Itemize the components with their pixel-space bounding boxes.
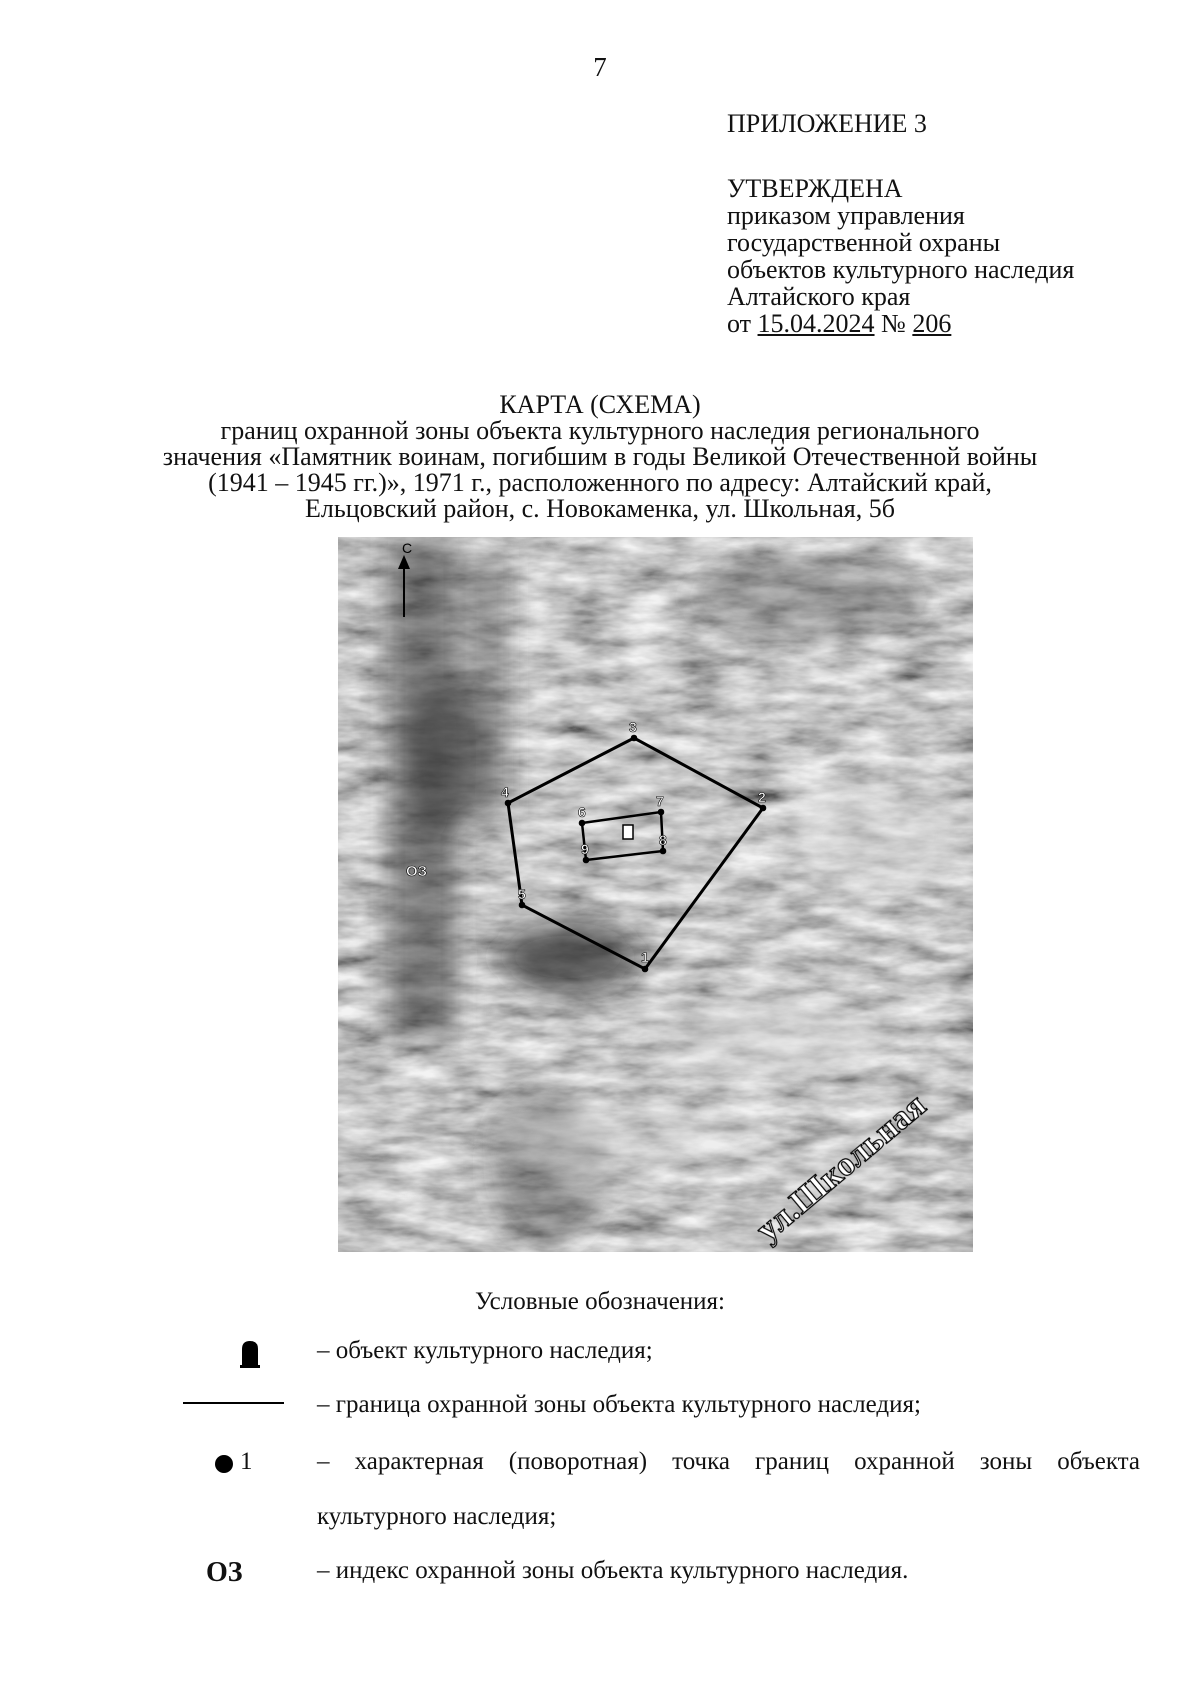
approval-block bbox=[727, 110, 1074, 337]
point-marker-label: 1 bbox=[240, 1448, 253, 1475]
legend-text: – объект культурного наследия; bbox=[317, 1337, 653, 1364]
title-heading: КАРТА (СХЕМА) bbox=[499, 390, 701, 419]
object-point-label: 9 bbox=[581, 841, 589, 857]
page-number: 7 bbox=[593, 52, 607, 82]
title-line: значения «Памятник воинам, погибшим в годы Великой Отечественной войны bbox=[162, 442, 1038, 471]
zone-point-marker bbox=[505, 800, 511, 806]
object-point-label: 7 bbox=[656, 793, 664, 809]
appendix-label: ПРИЛОЖЕНИЕ 3 bbox=[727, 109, 927, 138]
document-title bbox=[150, 392, 1050, 522]
zone-point-label: 1 bbox=[641, 949, 649, 965]
street-label: ул.Школьная bbox=[749, 1086, 934, 1250]
object-point-label: 6 bbox=[578, 804, 586, 820]
title-line: (1941 – 1945 гг.)», 1971 г., расположенного по адресу: Алтайский край, bbox=[208, 468, 992, 497]
zone-point-marker bbox=[631, 735, 637, 741]
approval-number: 206 bbox=[912, 309, 952, 338]
approval-date: 15.04.2024 bbox=[757, 309, 875, 338]
object-point-marker bbox=[579, 820, 585, 826]
approval-line: Алтайского края bbox=[727, 282, 911, 311]
object-point-marker bbox=[660, 848, 666, 854]
title-line: границ охранной зоны объекта культурного наследия регионального bbox=[220, 416, 980, 445]
approval-line: приказом управления bbox=[727, 201, 965, 230]
zone-point-label: 2 bbox=[758, 789, 766, 805]
zone-point-marker bbox=[760, 805, 766, 811]
monument-icon bbox=[180, 1337, 320, 1376]
boundary-line-icon bbox=[180, 1391, 320, 1428]
zone-point-label: 4 bbox=[501, 784, 509, 800]
legend-text-continuation: культурного наследия; bbox=[317, 1503, 557, 1530]
approval-line: объектов культурного наследия bbox=[727, 255, 1075, 284]
zone-index-icon: ОЗ bbox=[206, 1557, 243, 1588]
title-line: Ельцовский район, с. Новокаменка, ул. Школьная, 5б bbox=[304, 494, 895, 523]
map-svg bbox=[338, 537, 973, 1252]
legend-heading: Условные обозначения: bbox=[474, 1288, 726, 1315]
zone-point-marker bbox=[642, 966, 648, 972]
monument-map-icon bbox=[623, 825, 633, 839]
zone-point-label: 3 bbox=[629, 719, 637, 735]
legend-text: – граница охранной зоны объекта культурного наследия; bbox=[317, 1391, 921, 1418]
approval-line: государственной охраны bbox=[727, 228, 1001, 257]
north-label: С bbox=[402, 540, 413, 556]
zone-point-label: 5 bbox=[518, 886, 526, 902]
date-prefix: от bbox=[727, 309, 752, 338]
approval-date-line bbox=[727, 310, 1074, 337]
legend-text: – характерная (поворотная) точка границ охранной зоны объекта bbox=[317, 1448, 1140, 1475]
legend-text: – индекс охранной зоны объекта культурного наследия. bbox=[317, 1557, 909, 1584]
map-scheme bbox=[338, 537, 973, 1252]
zone-index-label: ОЗ bbox=[406, 863, 428, 880]
number-prefix: № bbox=[881, 309, 906, 338]
object-point-marker bbox=[583, 857, 589, 863]
object-point-label: 8 bbox=[659, 832, 667, 848]
approved-label: УТВЕРЖДЕНА bbox=[727, 174, 903, 203]
point-marker-icon bbox=[180, 1448, 320, 1485]
zone-point-marker bbox=[519, 902, 525, 908]
object-point-marker bbox=[658, 809, 664, 815]
